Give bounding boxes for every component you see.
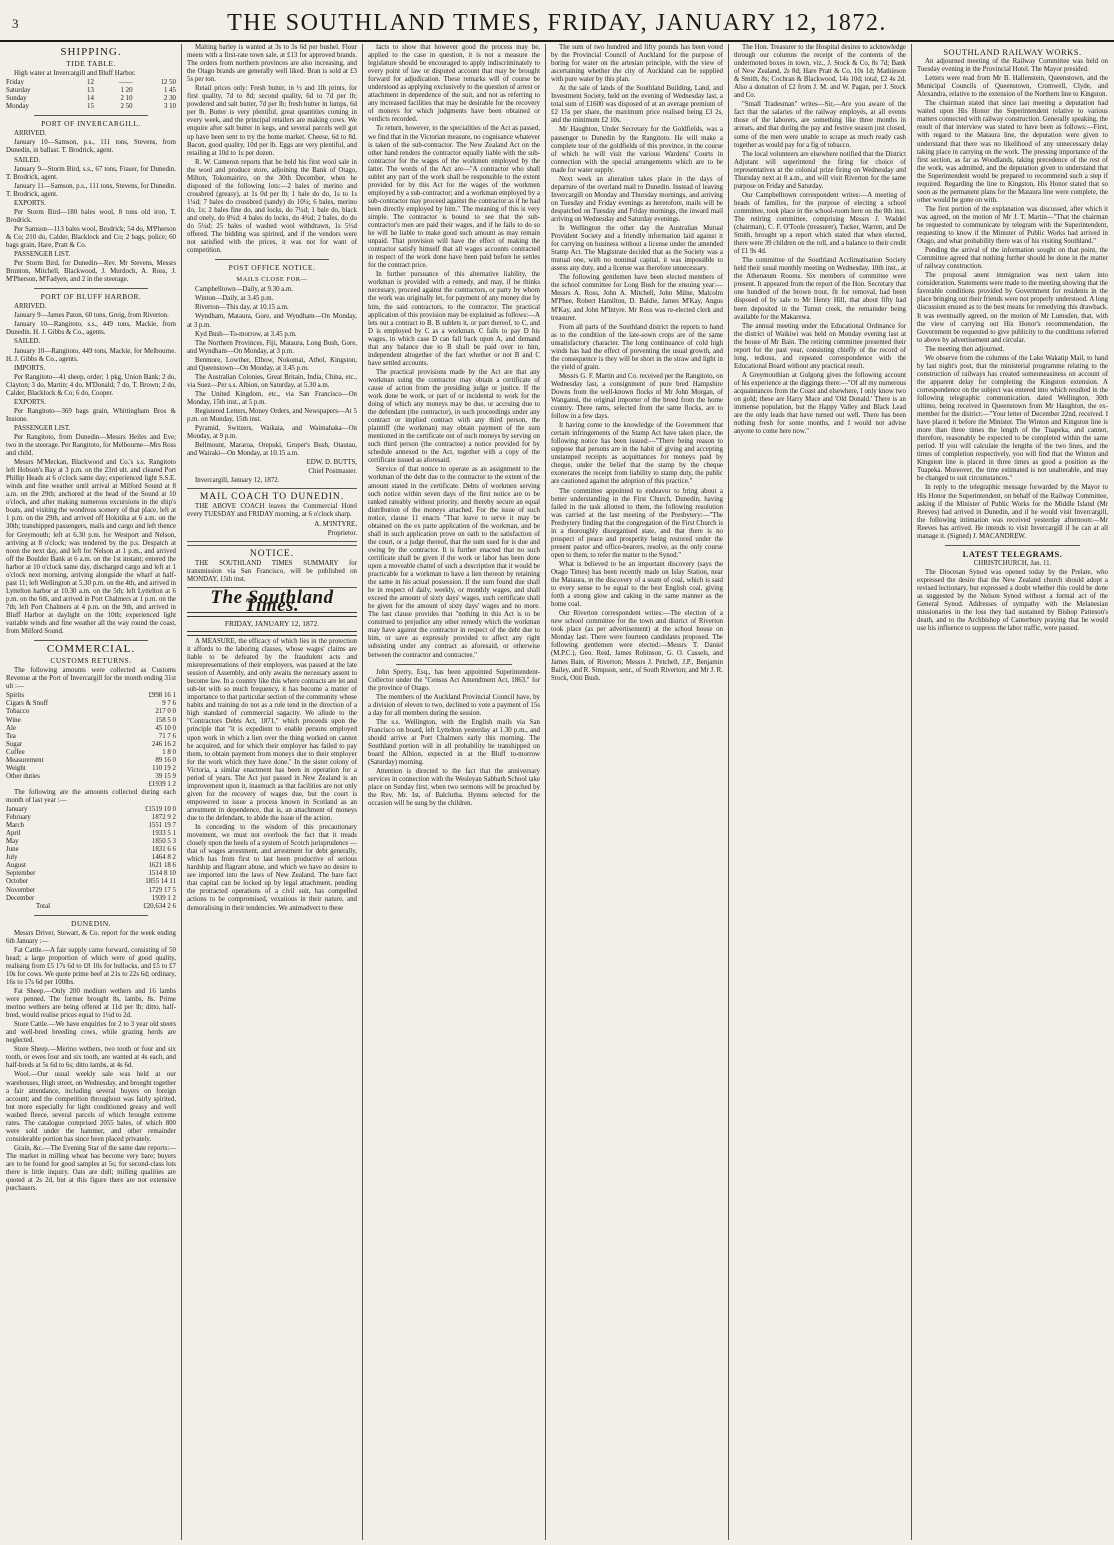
dunedin-report [6, 930, 176, 1194]
table-row [6, 95, 176, 103]
dunedin-heading: DUNEDIN. [70, 918, 112, 928]
markets-report [187, 44, 357, 255]
customs-item: Coffee [6, 748, 25, 756]
customs-amount: £998 16 1 [148, 692, 176, 700]
customs-total: £1939 1 2 [148, 780, 176, 788]
tide-date: 14 [87, 95, 94, 103]
paragraph: The first portion of the explanation was discussed, after which it was agreed, on the motion of Mr J. T. Martin—"That the chairman be requested to communicate by telegram with the Superintendent, requesting to know if the Minister of Public Works had arrived in Otago, and what probability there was of his visiting Southland." [917, 205, 1108, 246]
paragraph: Pending the arrival of the information sought on that point, the Committee agreed that nothing further should be done in the matter of railway construction. [917, 247, 1108, 271]
tide-am: —— [118, 79, 133, 87]
table-row [6, 870, 176, 878]
monthly-total-row [6, 903, 176, 911]
customs-amount: 89 16 0 [155, 756, 176, 764]
mail-coach-signature-title: Proprietor. [327, 529, 357, 537]
paragraph: "Small Tradesman" writes—Sir,—Are you aware of the fact that the salaries of the railway employés, at all events those of the laborers, are something like three months in arrears, and that during the pay and festive season just closed, some of the men were unable to scrape as much ready cash together as would pay for a fig of tobacco. [734, 101, 906, 149]
paragraph: SAILED. [14, 338, 41, 346]
table-row [6, 103, 176, 111]
paragraph: Our Riverton correspondent writes:—The election of a new school committee for the town and district of Riverton took place (as per advertisement) at the school house on Monday last. There were fourteen candidates proposed. The following gentlemen were elected:—Messrs T. Daniel (M.P.C.), Geo. Reid, James Robinson, G. O. Cassels, and James Bain, of Riverton; Messrs J. Petchell, J.P., Benjamin Bailey, and R. Simpson, senr., of South Riverton; and Mr J. R. Stock, Otiti Bush. [551, 610, 723, 682]
customs-item: Tea [6, 732, 16, 740]
tide-day: Sunday [6, 95, 27, 103]
paragraph: Per Storm Bird, for Dunedin—Rev. Mr Stevens, Messrs Brunton, Mitchell, Blackwood, J. Murdoch, A. Ross, J. M'Pherson, M'Fadyen, and 2 in the steerage. [6, 260, 176, 284]
shipping-heading: SHIPPING. [60, 46, 122, 58]
paragraph: Pyramid, Switzers, Waikaia, and Waimahaka—On Monday, at 9 p.m. [187, 425, 357, 441]
paragraph: EXPORTS. [14, 398, 46, 406]
paragraph: Malting barley is wanted at 3s to 3s 6d per bushel. Flour meets with a first-rate town sale, at £13 for approved brands. The orders from northern provinces are also increasing, and the Otago brands are generally well liked. Bran is sold at £3 5s per ton. [187, 44, 357, 84]
paragraph: The annual meeting under the Educational Ordinance for the district of Waikiwi was held on Monday evening last at the house of Mr Bain. The retiring committee presented their report for the past year, consisting chiefly of the record of long, tedious, and repeated correspondence with the Educational Board without any practical result. [734, 322, 906, 370]
paragraph: Per Samson—113 bales wool, Brodrick; 54 do, M'Pherson & Co; 210 do, Calder, Blacklock and Co; 2 bags, police; 60 bags grain, Hare, Pratt & Co. [6, 225, 176, 249]
paragraph: January 10—Rangitoto, s.s., 449 tons, Mackie, from Dunedin. H. J. Gibbs & Co., agents. [6, 321, 176, 337]
post-office-list [187, 286, 357, 458]
table-row [6, 749, 176, 757]
tide-am: 2 50 [120, 103, 133, 111]
monthly-intro: The following are the amounts collected during each month of last year :— [6, 788, 176, 804]
tide-date: 13 [87, 87, 94, 95]
mail-coach-advert [187, 488, 357, 541]
paragraph: Grain, &c.—The Evening Star of the same date reports:—The market in milling wheat has become very bare; buyers are to be found for good samples at 5s; for second-class lots there is little inquiry. Oats are dull; milling qualities are quoted at 2s 2d, but at this figure there are not extensive purchasers. [6, 1144, 176, 1193]
paragraph: The Northern Provinces, Fiji, Mataura, Long Bush, Gore, and Wyndham—On Monday, at 3 p.m. [187, 339, 357, 355]
monthly-table [6, 806, 176, 903]
paragraph: Messrs Driver, Stewart, & Co. report for the week ending 6th January :— [6, 929, 176, 945]
monthly-month: November [6, 886, 36, 894]
monthly-amount: 1872 9 2 [151, 814, 176, 822]
paragraph: In conceding to the wisdom of this precautionary movement, we must not overlook the fact that it treads closely upon the heels of a system of Scotch jurisprudence — that of wages arrestment, and arrestment for debt generally, which has from first to last been productive of serious hardship and flagrant abuse, and which we have no desire to see imported into the laws of New Zealand. The bare fact that capital can be locked up by legal attachment, pending the protracted operations of a civil suit, has compelled actions to be compromised, vexatious in their nature, and demoralising in their tendencies. We animadvert to these [187, 824, 357, 912]
divider [34, 115, 148, 116]
customs-item: Ale [6, 724, 16, 732]
paragraph: The local volunteers are elsewhere notified that the District Adjutant will superintend the firing for choice of representatives at the colonial prize firing on Wednesday and Thursday next at 8 a.m., and will visit Riverton for the same purpose on Friday and Saturday. [734, 150, 906, 190]
customs-intro: The following amounts were collected as Customs Revenue at the Port of Invercargill for the month ending 31st ult :— [6, 667, 176, 691]
customs-heading: CUSTOMS RETURNS. [50, 656, 132, 666]
table-row [6, 838, 176, 846]
monthly-amount: 1514 8 10 [148, 870, 176, 878]
monthly-month: May [6, 838, 19, 846]
column-4 [551, 44, 723, 1540]
paragraph: Attention is directed to the fact that the anniversary services in connection with the Wesleyan Sabbath School take place on Sunday first, when two sermons will be preached by the Rev. Mr. Ist, of Balclutha. Hymns selected for the occasion will be sung by the children. [368, 768, 540, 808]
monthly-amount: 1933 5 1 [151, 830, 176, 838]
paragraph: ARRIVED. [14, 303, 47, 311]
page-number: 3 [12, 16, 19, 31]
post-office-signature: EDW. D. BUTTS, [306, 459, 357, 467]
monthly-amount: 1855 14 11 [145, 878, 176, 886]
paragraph: The members of the Auckland Provincial Council have, by a division of eleven to two, declined to vote a payment of 15s a day for all members during the session. [368, 693, 540, 717]
notice-advert [187, 545, 357, 588]
paragraph: Campbelltown—Daily, at 9.30 a.m. [195, 286, 294, 294]
paragraph: What is believed to be an important discovery (says the Otago Times) has been recently made on Islay Station, near the Mataura, in the discovery of a seam of coal, which is said to every sense to be equal to the best English coal, giving forth a strong glow and caking in the same manner as the home coal. [551, 560, 723, 609]
paragraph: The proposal anent immigration was next taken into consideration. Statements were made to the meeting showing that the favorable conditions provided by Government for residents in the place bringing out their friends were not properly understood. A long discussion ensued as to the best means for remedying this drawback. It was eventually agreed, on the motion of Mr Lumsden, that, with the view of carrying out His Honor's recommendation, the Government be requested to give publicity to the conditions referred to above by advertisement and circular. [917, 272, 1108, 344]
paragraph: The United Kingdom, etc., via San Francisco—On Monday, 15th inst., at 5 p.m. [187, 390, 357, 406]
monthly-month: August [6, 862, 26, 870]
notice-text: THE SOUTHLAND TIMES SUMMARY for transmission via San Francisco, will be published on MONDAY, 15th inst. [187, 559, 357, 583]
local-news-continued [734, 44, 906, 436]
paragraph: Messrs M'Meckan, Blackwood and Co.'s s.s. Rangitoto left Hobson's Bay at 3 p.m. on the 23rd ult. and cleared Port Phillip Heads at 6 o'clock same day; experienced light S.S.E. winds and fine weather until arrival at Milford Sound at 8 a.m. on the 29th; anchored at the head of the Sound at 10 o'clock, and after making numerous excursions in the ship's boats, and visiting the wondrous scenery of that place, left at 1 p.m. on the 29th, and arrived off Hokitika at 6 a.m. on the 30th; transhipped passengers, mails and cargo and left thence for Greymouth; left at 6.30 p.m. for Westport and Nelson, arriving at 8 o'clock; was tendered by the p.s. Despatch at noon the next day, and left for Nelson at 1 p.m., and arrived off the Boulder Bank at 6 a.m. on the 1st instant; entered the harbor at 10 o'clock same day, discharged cargo and left at 1 o'clock next morning, arriving alongside the wharf at half-past 11; left Wellington at 5.30 p.m. on the 4th, and arrived in Lyttelton harbor at 10.30 a.m. on the 5th; left Lyttelton at 6 p.m. on the 6th, and arrived in Port Chalmers at 1 p.m. on the 7th; left Port Chalmers at 4 p.m. on the 9th, and arrived in Bluff Harbor at daylight on the 10th; experienced light variable winds and fine weather all the way round the coast, from Milford Sound. [6, 459, 176, 636]
customs-item: Spirits [6, 692, 24, 700]
paragraph: facts to show that however good the process may be, applied to the case in question, it is not a measure the legislature should be encouraged to apply indiscriminately to every point of law or disputed account that may be brought forward for adjudication. These remarks will of course be understood as applying exclusively to the question of arrest or attachment in dependence of the suit, and not as referring to any increased facilities that may be desirable for the recovery of moneys for which judgments have been obtained or verdicts recorded. [368, 44, 540, 124]
paragraph: Fat Cattle.—A fair supply came forward, consisting of 50 head; a large proportion of which were of good quality, realising from £5 17s 6d to £8 10s for bullocks, and £5 to £7 10s for cows. We quote prime beef at 21s to 22s 6d; ordinary, 16s to 17s 6d per 100lbs. [6, 946, 176, 986]
divider [34, 288, 148, 289]
table-row [6, 700, 176, 708]
post-office-signature-title: Chief Postmaster. [308, 468, 357, 476]
monthly-amount: 1850 5 3 [151, 838, 176, 846]
tide-day: Friday [6, 79, 24, 87]
paragraph: John Sperry, Esq., has been appointed Superintendent-Collector under the "Census Act Amendment Act, 1863," for the province of Otago. [368, 668, 540, 692]
local-news [551, 44, 723, 683]
paragraph: EXPORTS. [14, 199, 46, 207]
tide-pm: 3 10 [163, 103, 176, 111]
paragraph: The Australian Colonies, Great Britain, India, China, etc., via Suez—Per s.s. Albion, on Saturday, at 5.30 a.m. [187, 373, 357, 389]
paragraph: Kyd Bush—To-morrow, at 3.45 p.m. [195, 330, 297, 338]
paragraph: January 9—James Paton, 60 tons, Greig, from Riverton. [14, 312, 169, 320]
commercial-heading: COMMERCIAL. [46, 643, 136, 656]
monthly-month: October [6, 878, 29, 886]
divider [34, 640, 148, 641]
column-2 [187, 44, 357, 1540]
table-row [6, 773, 176, 781]
paragraph: Per Storm Bird—180 bales wool, 8 tons old iron, T. Brodrick. [6, 208, 176, 224]
table-row [6, 862, 176, 870]
paragraph: IMPORTS. [14, 364, 46, 372]
bluff-report [6, 303, 176, 636]
port-report [6, 130, 176, 284]
paragraph: We observe from the columns of the Lake Wakatip Mail, to hand by last night's post, that the ministerial programme relating to the construction of railways has created someuneasiness on account of the apparent delay for completing the Kingston extension. A correspondence on the subject was entered into which resulted in the following telegraphic communication, dated Wellington, 30th ultimo, being received in Queenstown from Mr Haughton, the ex-member for the district:—"Your letter of December 22nd, received. I have placed it before the Minister. The Winton and Kingston line is more than three times the length of the Tuapeka, and cannot, therefore, reasonably be expected to be completed within the same period. If you will calculate the lengths of the two lines, and the times of completion respectively, you will find that the Winton and Kingston line is placed in three times as good a position as the Tuapeka. Moreover, the time estimated is not unalterable, and may be changed to suit circumstances." [917, 354, 1108, 483]
paragraph: Winton—Daily, at 3.45 p.m. [195, 295, 274, 303]
column-rule [545, 44, 546, 1540]
paragraph: From all parts of the Southland district the reports to hand as to the condition of the late-sown crops are of the same unsatisfactory character. The long continuance of cold high winds has had the effect of preventing the usual growth, and the consequence is they will be short in the straw and light in the yield of grain. [551, 323, 723, 371]
leader-continued [368, 44, 540, 660]
paragraph: The committee of the Southland Acclimatisation Society held their usual monthly meeting on Wednesday, 10th inst., at the Athenæum Rooms. Six members of committee were present. It appeared from the report of the Hon. Secretary that one hundred of the brown trout, fit for removal, had been disposed of by sale to Mr Henry Hill, that about fifty had been deposited in the Tumut creek, the remainder being available for the Makarewa. [734, 257, 906, 321]
paragraph: Per Rangitoto—369 bags grain, Whittingham Bros & Instone. [6, 407, 176, 423]
paragraph: The practical provisions made by the Act are that any workman suing the contractor may obtain a certificate of cause of action from the presiding judge or justice. If the work done be work, or part of or incidental to work for the doing of which any moneys may be due, or accruing due to the defendant (the contractor), in such proceedings under any contract or implied contract with any third person, the plaintiff (the workman) may obtain payment of the sum mentioned in the certificate out of such moneys by serving on such third person (the contractee) a notice provided for by schedule annexed to the Act, together with a copy of the certificate issued as aforesaid. [368, 368, 540, 465]
paragraph: Fat Sheep.—Only 200 medium wethers and 16 lambs were penned. The former brought 8s, lambs, 8s. Prime merino wethers are being offered at 11d per lb; ditto, half-bred, would realise prices equal to 1¼d to 2d. [6, 988, 176, 1020]
monthly-amount: £1519 10 0 [144, 806, 176, 814]
customs-amount: 9 7 6 [162, 700, 176, 708]
column-6 [917, 44, 1108, 1540]
paragraph: January 10—Samson, p.s., 111 tons, Stevens, from Dunedin, in ballast. T. Brodrick, agent. [6, 139, 176, 155]
monthly-month: April [6, 830, 21, 838]
divider [945, 545, 1080, 546]
tide-pm: 1 45 [163, 87, 176, 95]
table-row [6, 814, 176, 822]
paragraph: It having come to the knowledge of the Government that certain infringements of the Stamp Act have taken place, the following notice has been issued:—"There being reason to suppose that persons are in the habit of giving and accepting unstamped receipts as acquittances for moneys paid by cheque, under the belief that the stamp by the cheque exonerates the receipt from liability to stamp duty, the public are cautioned against the adoption of this practice." [551, 422, 723, 486]
paragraph: The following gentlemen have been elected members of the school committee for Long Bush for the ensuing year:—Messrs A. Ross, John A. Mitchell, John Milne, Malcolm M'Phee, Robert Hamilton, D. Baldie, James M'Kay, Angus M'Kay, and John M'Intyre. Mr Ross was re-elected clerk and treasurer. [551, 274, 723, 322]
bluff-heading: PORT OF BLUFF HARBOR. [40, 292, 142, 302]
customs-item: Tobacco [6, 708, 30, 716]
mail-coach-heading: MAIL COACH TO DUNEDIN. [199, 492, 345, 503]
table-row [6, 708, 176, 716]
monthly-month: June [6, 846, 19, 854]
monthly-amount: 1621 18 6 [148, 862, 176, 870]
paragraph: The Hon. Treasurer to the Hospital desires to acknowledge through our columns the receipt of the contents of the undermoted boxes in town, viz., J. Stock & Co, 8s 7d; Bank of New Zealand, 2s 8d; Hare Pratt & Co, 10s 1d; Mathieson & Smith, 8s; Cochran & Blackwood, 14s 10d; total, £2 4s 2d. Also a donation of £2 from J. M. and W. Pagan, per J. Stock and Co. [734, 44, 906, 100]
tide-pm: 2 30 [163, 95, 176, 103]
table-row [6, 887, 176, 895]
paragraph: R. W. Cameron reports that he held his first wool sale in the wool and produce store, adjoining the Bank of Otago, Milton, Tokomairiro, on the 30th December, when he disposed of the following lots:—2 bales of merino and crossbred (greasy), at 1s 0d per lb; 1 bale do do, 1s to 1s 1¼d; 7 bales do crossbred (sandy) do 10¼; 6 bales, merino do, 1s; 2 bales fine do, and locks, do 7¼d; 1 bale do, black and onely, do 8¾d; 4 bales do locks, do 4¾d; 2 bales, do do do 5¼d; 25 bales of washed wool withdrawn, 1s 5½d offered. The bidding was spirited, and if the vendors were not satisfied with the prices, it was not for want of competition. [187, 158, 357, 255]
table-row [6, 741, 176, 749]
telegram-place: CHRISTCHURCH, Jan. 11. [973, 559, 1052, 567]
paragraph: A Greymouthian at Gulgong gives the following account of his experience at the diggings there:—"Of all my numerous acquaintances from the Coast and elsewhere, I only know two on gold; these are Harry Mace and 'Old Donald.' There is an immense population, but the Happy Valley and Black Lead are the only leads that have turned out well. There has been nothing fresh for some months, and I would not advise anyone to come here now." [734, 371, 906, 436]
paragraph: Letters were read from Mr B. Hallenstein, Queenstown, and the Municipal Councils of Queenstown, Cromwell, Clyde, and Alexandra, relative to the extension of the Northern line to Kingston. [917, 75, 1108, 99]
masthead [0, 6, 1114, 42]
paragraph: The committee appointed to endeavor to bring about a better understanding in the First Church, Dunedin, having failed in the task allotted to them, the following resolution was carried at the last meeting of the Presbytery:—"The Presbytery finding that the congregation of the First Church is in a thoroughly disorganised state, and that there is no prospect of peace and prosperity being restored under the present pastor and office-bearers, resolve, as the only course open to them, to refer the matter to the Synod." [551, 487, 723, 559]
post-office-subheading: MAILS CLOSE FOR— [236, 276, 308, 284]
tide-date: 15 [87, 103, 94, 111]
paragraph: Bellmount, Mararoa, Orepuki, Groper's Bush, Otautau, and Wairaki—On Monday, at 10.15 a.m. [187, 442, 357, 458]
post-office-heading: POST OFFICE NOTICE. [228, 263, 316, 273]
table-row [6, 79, 176, 87]
notice-heading: NOTICE. [249, 548, 295, 559]
tide-am: 1 20 [120, 87, 133, 95]
news-briefs [368, 669, 540, 809]
paragraph: PASSENGER LIST. [14, 424, 71, 432]
tide-date: 12 [87, 79, 94, 87]
leader-article [187, 638, 357, 913]
customs-amount: 45 10 0 [155, 724, 176, 732]
column-1 [6, 44, 176, 1540]
tide-day: Saturday [6, 87, 31, 95]
monthly-month: January [6, 806, 28, 814]
customs-item: Wine [6, 716, 21, 724]
table-row [6, 895, 176, 903]
table-row [6, 806, 176, 814]
customs-item: Sugar [6, 740, 23, 748]
paragraph: Per Rangitoto—41 sheep, order; 1 pkg, Union Bank; 2 do, Clayton; 3 do, Martin; 4 do, M'Donald; 7 do, T. Brown; 2 do, Calder, Blacklock & Co; 6 do, Cooper. [6, 373, 176, 397]
tide-am: 2 10 [120, 95, 133, 103]
table-row [6, 733, 176, 741]
paragraph: An adjourned meeting of the Railway Committee was held on Tuesday evening in the Provincial Hotel. The Mayor presided. [917, 58, 1108, 74]
column-rule [181, 44, 182, 1540]
paragraph: The chairman stated that since last meeting a deputation had waited upon His Honor the Superintendent relative to various matters connected with railway construction. Generally speaking, the result of that interview was stated to have been as follows:—First, with regard to the Mataura line, the deputation were given to understand that there was no likelihood of any unnecessary delay taking place in carrying on the work. The pressing importance of the first section, as far as Woodlands, taking precedence of the rest of the work, was admitted, and the deputation given to understand that the Superintendent would be prepared to recommend such a step if required. Regarding the line to Kingston, His Honor stated that so soon as the permanent plans for the Mataura line were complete, the other would be gone on with. [917, 100, 1108, 204]
customs-amount: 39 15 9 [155, 772, 176, 780]
column-rule [362, 44, 363, 1540]
table-row [6, 878, 176, 886]
table-row [6, 692, 176, 700]
tide-table [6, 79, 176, 111]
paragraph: The meeting then adjourned. [925, 345, 1005, 353]
customs-item: Weight [6, 764, 26, 772]
railway-report [917, 58, 1108, 541]
table-row [6, 822, 176, 830]
paragraph: Next week an alteration takes place in the days of departure of the overland mail to Dunedin. Instead of leaving Invercargill on Monday and Thursday mornings, and arriving on Tuesday and Friday evenings as heretofore, mails will be despatched on Tuesday and Friday mornings, the inward mail arriving on Wednesday and Saturday evenings. [551, 175, 723, 223]
paragraph: PASSENGER LIST. [14, 251, 71, 259]
table-row [6, 765, 176, 773]
paragraph: Messrs G. F. Martin and Co. received per the Rangitoto, on Wednesday last, a consignment of pure bred Hampshire Downs from the well-known flocks of Mr John Morgan, of Wanganui, the original importer of the breed from the home country. Three rams, selected from the same flocks, are to follow in a few days. [551, 372, 723, 421]
divider [34, 915, 148, 916]
mail-coach-signature: A. M'INTYRE, [314, 520, 357, 528]
customs-item: Cigars & Snuff [6, 700, 48, 708]
customs-item: Measurement [6, 756, 44, 764]
customs-amount: 1 8 0 [162, 748, 176, 756]
table-row [6, 830, 176, 838]
monthly-amount: 1729 17 5 [148, 886, 176, 894]
customs-amount: 110 19 2 [152, 764, 176, 772]
divider [215, 259, 329, 260]
post-office-place: Invercargill, January 12, 1872. [195, 477, 280, 485]
tide-day: Monday [6, 103, 29, 111]
paragraph: January 10—Rangitoto, 449 tons, Mackie, for Melbourne. H. J. Gibbs & Co., agents. [6, 347, 176, 363]
tide-pm: 12 50 [160, 79, 176, 87]
paragraph: Service of that notice to operate as an assignment to the workman of the debt due to the contractor to the extent of the amount stated in the certificate. Debts of workmen serving such notice within seven days of the first notice are to be ranked rateably without priority, and thereby secure an equal distribution of the moneys attached. For the issue of such notice, clause 11 enacts "That leave to serve it may be obtained on the ex parte application of the workman, and be shall in such application prove on oath to the satisfaction of the court, or a judge thereof, that the sum sued for is due and owing by the contractor. It is further enacted that no such certificate shall be given if the work or labor has been done upon a moveable chattel of such a description that it would be practicable for a workman to have a lien thereon by retaining the same in his actual possession. If the sum found due shall be in respect of daily, weekly, or monthly wages, and shall exceed the amount of sixty days' wages, such certificate shall be given for the amount of sixty days' wages and no more. The last clause provides that "nothing in this Act is to be construed to prejudice any other remedy which the workman may have against the contractor in respect of the debt due to him, or save as expressly provided to affect any right subsisting under any contract as aforesaid, or otherwise between the contractor and contractee." [368, 466, 540, 659]
paragraph: January 11—Samson, p.s., 111 tons, Stevens, for Dunedin. T. Brodrick, agent. [6, 182, 176, 198]
paragraph: ARRIVED. [14, 130, 47, 138]
paragraph: SAILED. [14, 156, 41, 164]
paragraph: The s.s. Wellington, with the English mails via San Francisco on board, left Lyttelton yesterday at 1.30 p.m., and should arrive at Port Chalmers early this morning. The Southland portion will in all probability be transhipped on board the Albion, expected in at the Bluff to-morrow (Saturday) morning. [368, 718, 540, 767]
paper-dateline: FRIDAY, JANUARY 12, 1872. [224, 618, 320, 628]
monthly-amount: 1464 8 2 [151, 854, 176, 862]
monthly-total-label: Total [36, 902, 51, 910]
paragraph: To return, however, to the specialities of the Act as passed, we find that in the Victorian measure, no cognisance whatever is taken of the sub-contractor. The New Zealand Act on the other hand renders the contractor equally liable with the sub-contractor for the wages of the workmen employed by the latter. The words of the Act are—"A contractor who shall sublet any part of the work shall be responsible to the extent provided for by this Act for the wages of the workmen employed by a sub-contractor; and a workman employed by a sub-contractor may proceed against the contractor as if he had been directly employed by him." The meaning of this is very simple. The contractor is bound to see that the sub-contractor's men are paid their wages, and if he fails to do so he will be liable to make good such amount as may remain unpaid. That provision will have the effect of making the contractor satisfy himself that all wages accounts contracted in respect of the work done have been paid before he settles for the contract price. [368, 125, 540, 270]
divider [187, 631, 357, 636]
masthead-title: THE SOUTHLAND TIMES, FRIDAY, JANUARY 12, 1872. [227, 10, 887, 36]
paragraph: Benmore, Lowther, Elbow, Nokomai, Athol, Kingston, and Queenstown—On Monday, at 3.45 p.m. [187, 356, 357, 372]
paragraph: At the sale of lands of the Southland Building, Land, and Investment Society, held on the evening of Wednesday last, a total sum of £1600 was disposed of at an average premium of £2 15s per share, the maximum price realised being £3 2s, and the minimum £2 10s. [551, 85, 723, 125]
table-row [6, 717, 176, 725]
paragraph: In reply to the telegraphic message forwarded by the Mayor to His Honor the Superintendent, on behalf of the Railway Committee, asking if the Minister of Public Works for the Middle Island (Mr Reeves) had arrived in Dunedin, and if he would visit Invercargill, the following intimation was received yesterday afternoon:—Mr Reeves has arrived. He intends to visit Invercargill if he can at all manage it. (Signed) J. MACANDREW. [917, 484, 1108, 540]
monthly-month: December [6, 894, 35, 902]
column-5 [734, 44, 906, 1540]
monthly-month: February [6, 814, 31, 822]
paragraph: Retail prices only: Fresh butter, in ½ and 1lb prints, for first quality, 7d to 8d; second quality, 6d to 7d per lb; powdered and salt butter, 7d per lb; fresh butter in lumps, 6d per lb. Butter is very plentiful, great quantities coming in every week, and the principal retailers are making cows. We enquire after salt butter in kegs, and several parcels well got up have been sent to try the home market. Cheese, 6d to 8d. Bacon, good quality, 10d per lb. Eggs are very plentiful, and retailing at 10d to 1s per dozen. [187, 85, 357, 157]
paragraph: Wyndham, Mataura, Gore, and Wyndham—On Monday, at 3 p.m. [187, 313, 357, 329]
paragraph: Registered Letters, Money Orders, and Newspapers—At 5 p.m. on Monday, 15th inst. [187, 407, 357, 424]
customs-amount: 246 16 2 [151, 740, 176, 748]
paragraph: Per Rangitoto, from Dunedin—Messrs Heiles and Eve; two in the steerage. Per Rangitoto, for Melbourne—Mrs Ross and child. [6, 433, 176, 458]
port-heading: PORT OF INVERCARGILL. [41, 119, 141, 129]
table-row [6, 854, 176, 862]
paragraph: The sum of two hundred and fifty pounds has been voted by the Provincial Council of Auckland for the purpose of boring for water on the artesian principle, with the view of ascertaining whether the city of Auckland can be supplied with pure water by this plan. [551, 44, 723, 84]
column-rule [911, 44, 912, 1540]
paragraph: Store Cattle.—We have enquiries for 2 to 3 year old steers and well-bred breeding cows, while grazing herds are neglected. [6, 1021, 176, 1045]
monthly-month: March [6, 822, 24, 830]
monthly-total: £20,634 2 6 [143, 902, 176, 910]
paragraph: In Wellington the other day the Australian Mutual Provident Society and a friendly information laid against it for carrying on business without a license under the amended Stamp Act. The Magistrate decided that as the Society was a mutual one, with no nominal capital, it was impossible to assess any duty, and a license was therefore unnecessary. [551, 225, 723, 273]
table-row [6, 87, 176, 95]
paragraph: Store Sheep.—Merino wethers, two tooth or four and six tooth, or ewes four and six tooth, are wanted at 4s each, and half-breds at 5s 6d to 6s; ditto lambs, at 4s 6d. [6, 1046, 176, 1070]
paragraph: Our Campbelltown correspondent writes:—A meeting of heads of families, for the purpose of electing a school committee, took place in the school-room here on the 8th inst. The retiring committee, comprising Messrs J. Waddel (chairman), C. F. O'Toole (treasurer), Tucker, Warren, and De Smith, brought up a report which stated that when elected, there were 39 children on the roll, and a balance to their credit of £1 9s 4d. [734, 191, 906, 256]
railway-heading: SOUTHLAND RAILWAY WORKS. [943, 47, 1082, 57]
paragraph: Wool.—Our usual weekly sale was held at our warehouses, High street, on Wednesday, and brought together a fair attendance, including several buyers on foreign account; and the competition throughout was fairly spirited, but more especially for light conditioned greasy and well washed fleece, several parcels of which brought extreme rates. The catalogue comprised 2055 bales, of which 800 were sold under the hammer, and other remainder considerable portion has since been placed privately. [6, 1071, 176, 1143]
divider [396, 664, 512, 665]
paragraph: A MEASURE, the efficacy of which lies in the protection it affords to the laboring classes, whose wages' claims are liable to be defeated by the fraudulent acts and misrepresentations of their employers, was passed at the late session of Assembly, and only awaits the necessary assent to become law. In a country like this where contracts are let and sub-let with so much frequency, it has become a matter of importance to that particular section of the community whose habits and training do not as a rule tend in the direction of a high standard of commercial sagacity. We allude to the "Contractors Debts Act, 1871," which proceeds upon the principle that "it is expedient to enable persons employed upon work in which a lien over the thing worked on cannot be acquired, and for which their employer has failed to pay them, to obtain payment from moneys due to their employer for the work which they have done." In the sister colony of Victoria, a similar enactment has been in operation for a period of years. The Act just passed in New Zealand is an improvement upon it, inasmuch as that facilities are not only given for the recovery of wages due, but the court is empowered to issue a process known in Scotland as an arrestment in dependence, that is, an attachment of moneys due to the defendant, to abide the issue of the action. [187, 637, 357, 822]
paper-nameplate: The Southland Times. [210, 586, 334, 616]
monthly-month: September [6, 870, 36, 878]
telegram-text: The Diocesan Synod was opened today by the Prelate, who expressed the desire that the New Zealand church should adopt a revised lectionary, but expressed a doubt whether this could be done as suggested by the Nelson Synod without a formal act of the General Synod. Addresses of sympathy with the Melanesian missionaries in the loss they had sustained by Bishop Patteson's death, and to the Archbishop of Canterbury praying that he would use his influence to suppress the labor traffic, were passed. [917, 568, 1108, 633]
monthly-amount: 1831 6 6 [151, 846, 176, 854]
table-row [6, 725, 176, 733]
customs-amount: 158 5 0 [155, 716, 176, 724]
customs-item: Other duties [6, 772, 40, 780]
paragraph: January 9—Storm Bird, s.s., 67 tons, Fraser, for Dunedin. T. Brodrick, agent. [6, 165, 176, 181]
telegrams-heading: LATEST TELEGRAMS. [962, 548, 1063, 559]
tide-intro: High water at Invercargill and Bluff Harbor. [14, 70, 136, 78]
paragraph: Riverton—This day, at 10.15 a.m. [195, 304, 289, 312]
paragraph: In further pursuance of this alternative liability, the workman is provided with a remedy, and may, if he thinks necessary, proceed against the contractors, or party by whom the work was originally let, for payment of any money due by him, the said contractors, to the contractor. The practical application of this provision may be explained as follows:—A lets out a contract to B. B sublets it, or part thereof, to C, and D is employed by C as a workman. C fails to pay D his wages, in which case D can fall back upon A, and demand that any balance due to B shall be paid over to him, independent altogether of the fact whether or not B and C have settled accounts. [368, 271, 540, 367]
tide-table-heading: TIDE TABLE. [66, 59, 116, 69]
monthly-amount: 1939 1 2 [151, 894, 176, 902]
column-3 [368, 44, 540, 1540]
mail-coach-text: THE ABOVE COACH leaves the Commercial Hotel every TUESDAY and FRIDAY morning, at 6 o'clock sharp. [187, 503, 357, 519]
monthly-month: July [6, 854, 18, 862]
paragraph: Mr Haughton, Under Secretary for the Goldfields, was a passenger to Dunedin by the Rangitoto. He will make a complete tour of the goldfields of this province, in the course of which he will visit the various Wardens' Courts in connection with the special arrangements which are to be made for water supply. [551, 126, 723, 174]
customs-table [6, 692, 176, 781]
column-rule [728, 44, 729, 1540]
monthly-amount: 1551 19 7 [148, 822, 176, 830]
customs-amount: 71 7 6 [158, 732, 176, 740]
table-row [6, 846, 176, 854]
customs-amount: 217 0 0 [155, 708, 176, 716]
table-row [6, 757, 176, 765]
